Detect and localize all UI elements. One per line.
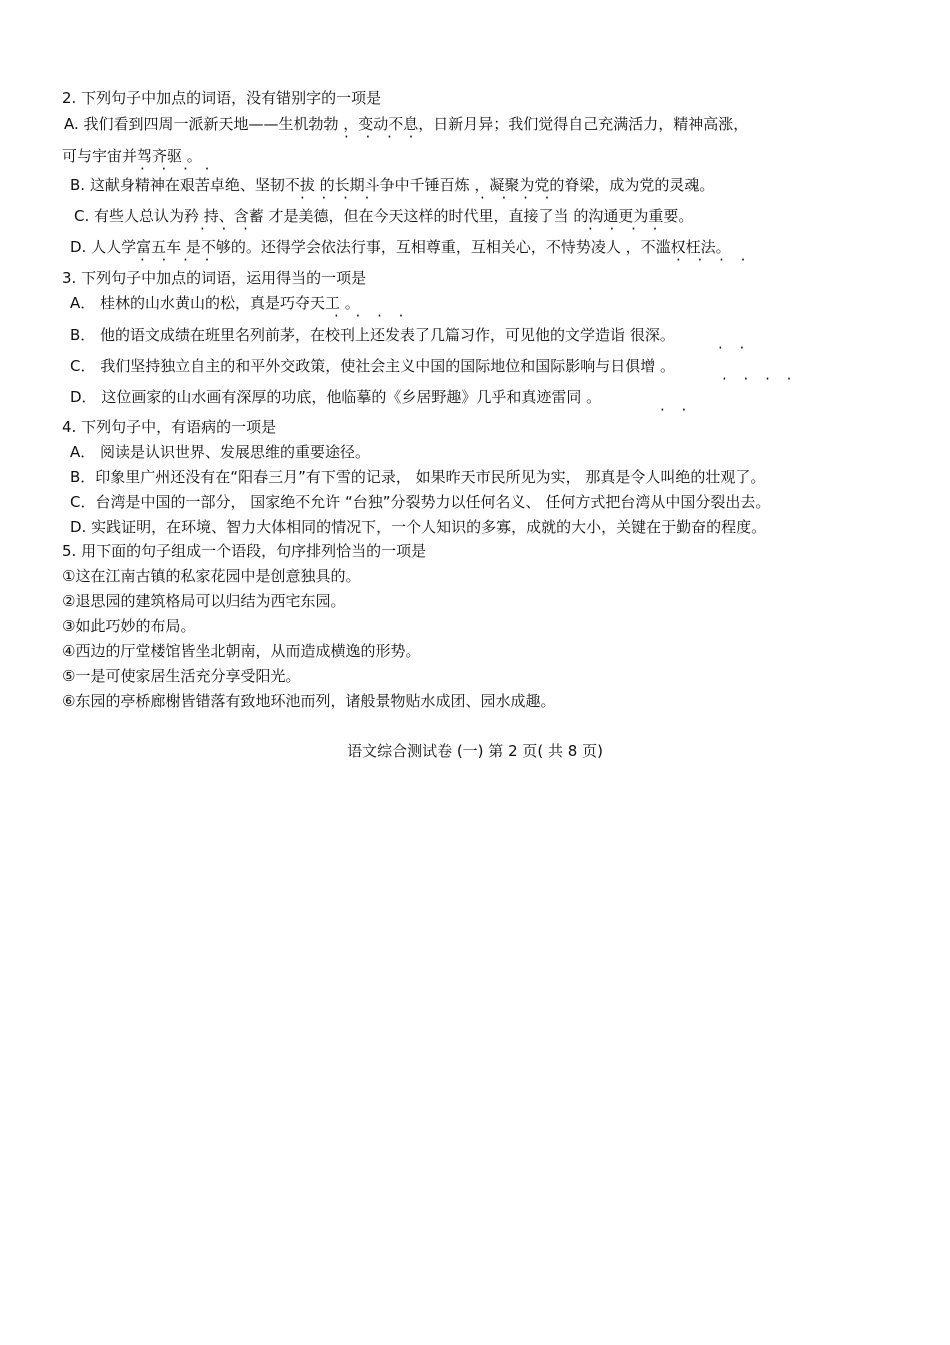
q5-stem: 5. 用下面的句子组成一个语段，句序排列恰当的一项是 [62, 542, 427, 560]
q3-option-d: D． 这位画家的山水画有深厚的功底，他临摹的《乡居野趣》几乎和真迹雷同 。 [70, 388, 602, 406]
emphasis-dots: · · · · [676, 251, 752, 269]
emphasis-dots: · · · · [722, 370, 798, 388]
emphasis-dots: · · · · [140, 160, 216, 178]
q2-option-a-line2: 可与宇宙并驾齐驱 。 [62, 147, 202, 165]
q4-option-d: D. 实践证明，在环境、智力大体相同的情况下，一个人知识的多寡，成就的大小，关键在于勤奋的程度。 [70, 518, 767, 536]
q3-option-a: A． 桂林的山水黄山的松，真是巧夺天工 。 [70, 294, 360, 312]
q2-option-c: C. 有些人总认为矜 持、含蓄 才是美德，但在今天这样的时代里，直接了当 的沟通更为重要。 [74, 207, 694, 225]
q5-sentence-2: ②退思园的建筑格局可以归结为西宅东园。 [62, 592, 346, 610]
emphasis-dots: · · · · [344, 128, 420, 146]
page-footer: 语文综合测试卷 (一) 第 2 页( 共 8 页) [347, 742, 603, 760]
emphasis-dots: · · · · [480, 189, 556, 207]
emphasis-dots: · · · · [300, 189, 376, 207]
q4-option-b: B．印象里广州还没有在“阳春三月”有下雪的记录， 如果昨天市民所见为实， 那真是令人叫绝的壮观了。 [70, 468, 766, 486]
q4-option-a: A． 阅读是认识世界、发展思维的重要途径。 [70, 443, 371, 461]
emphasis-dots: · · · [200, 220, 254, 238]
q2-option-b: B. 这献身精神在艰苦卓绝、坚韧不拔 的长期斗争中千锤百炼 ，凝聚为党的脊梁，成为党的灵魂。 [70, 176, 715, 194]
q5-sentence-5: ⑤一是可使家居生活充分享受阳光。 [62, 667, 301, 685]
q5-sentence-3: ③如此巧妙的布局。 [62, 617, 196, 635]
q3-option-c: C． 我们坚持独立自主的和平外交政策，使社会主义中国的国际地位和国际影响与日俱增 。 [70, 357, 676, 375]
emphasis-dots: · · · · [588, 220, 664, 238]
emphasis-dots: · · [718, 339, 751, 357]
q2-stem: 2. 下列句子中加点的词语，没有错别字的一项是 [62, 89, 382, 107]
q2-option-d: D. 人人学富五车 是不够的。还得学会依法行事，互相尊重，互相关心，不恃势凌人 ，不滥权枉法。 [70, 238, 731, 256]
q2-option-a-line1: A. 我们看到四周一派新天地——生机勃勃 ，变动不息，日新月异；我们觉得自己充满活力，精神高涨， [64, 115, 749, 133]
q4-option-c: C．台湾是中国的一部分， 国家绝不允许 “台独”分裂势力以任何名义、 任何方式把台湾从中国分裂出去。 [70, 493, 771, 511]
q4-stem: 4. 下列句子中，有语病的一项是 [62, 418, 277, 436]
q5-sentence-1: ①这在江南古镇的私家花园中是创意独具的。 [62, 567, 361, 585]
emphasis-dots: · · · · [334, 307, 410, 325]
q5-sentence-6: ⑥东园的亭桥廊榭皆错落有致地环池而列，诸般景物贴水成团、园水成趣。 [62, 692, 556, 710]
q3-stem: 3. 下列句子中加点的词语，运用得当的一项是 [62, 269, 367, 287]
emphasis-dots: · · [660, 401, 693, 419]
q5-sentence-4: ④西边的厅堂楼馆皆坐北朝南，从而造成横逸的形势。 [62, 642, 421, 660]
q3-option-b: B． 他的语文成绩在班里名列前茅，在校刊上还发表了几篇习作，可见他的文学造诣 很深。 [70, 326, 675, 344]
emphasis-dots: · · · · [140, 251, 216, 269]
